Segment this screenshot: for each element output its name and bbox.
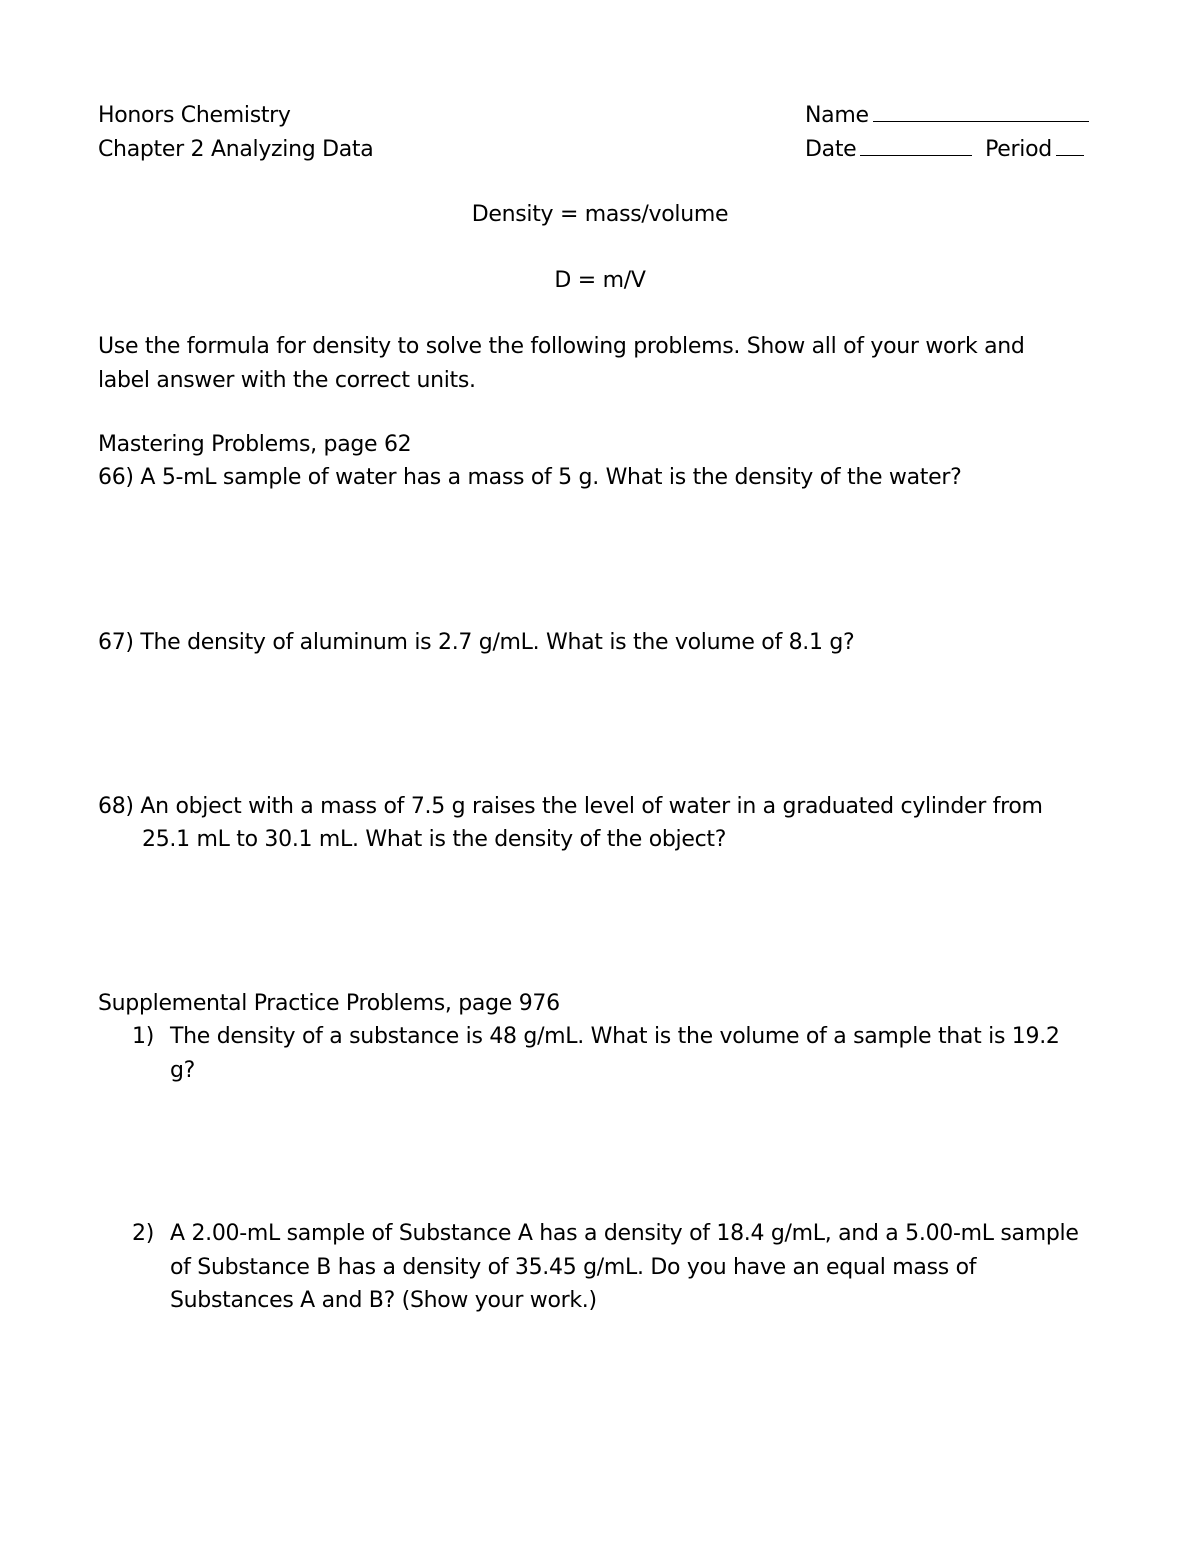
supp-problem-1-line-1: The density of a substance is 48 g/mL. What is the volume of a sample that is 19.2 (170, 1024, 1060, 1049)
density-formula-words: Density = mass/volume (471, 202, 729, 227)
date-label: Date (805, 137, 857, 162)
chapter-title: Chapter 2 Analyzing Data (98, 137, 374, 162)
name-label: Name (805, 103, 869, 128)
date-blank[interactable] (860, 135, 972, 156)
period-blank[interactable] (1056, 135, 1084, 156)
problem-67: 67) The density of aluminum is 2.7 g/mL. What is the volume of 8.1 g? (98, 630, 855, 655)
period-label: Period (985, 137, 1052, 162)
supplemental-heading: Supplemental Practice Problems, page 976 (98, 991, 560, 1016)
course-title: Honors Chemistry (98, 103, 291, 128)
supp-problem-2-line-2: of Substance B has a density of 35.45 g/mL. Do you have an equal mass of (170, 1255, 977, 1280)
supp-problem-1-number: 1) (132, 1024, 154, 1049)
problem-68-line-1: 68) An object with a mass of 7.5 g raises the level of water in a graduated cylinder from (98, 794, 1043, 819)
mastering-heading: Mastering Problems, page 62 (98, 432, 412, 457)
instructions-line-2: label answer with the correct units. (98, 368, 476, 393)
supp-problem-2-line-1: A 2.00-mL sample of Substance A has a density of 18.4 g/mL, and a 5.00-mL sample (170, 1221, 1079, 1246)
name-field[interactable] (805, 101, 1089, 131)
density-formula-symbols: D = m/V (554, 268, 646, 293)
problem-68-line-2: 25.1 mL to 30.1 mL. What is the density of the object? (142, 827, 727, 852)
supp-problem-1-line-2: g? (170, 1058, 196, 1083)
supp-problem-2-number: 2) (132, 1221, 154, 1246)
problem-66: 66) A 5-mL sample of water has a mass of 5 g. What is the density of the water? (98, 465, 962, 490)
supp-problem-2-line-3: Substances A and B? (Show your work.) (170, 1288, 597, 1313)
date-period-fields (805, 135, 1084, 165)
name-blank[interactable] (873, 101, 1089, 122)
instructions-line-1: Use the formula for density to solve the following problems. Show all of your work and (98, 334, 1025, 359)
